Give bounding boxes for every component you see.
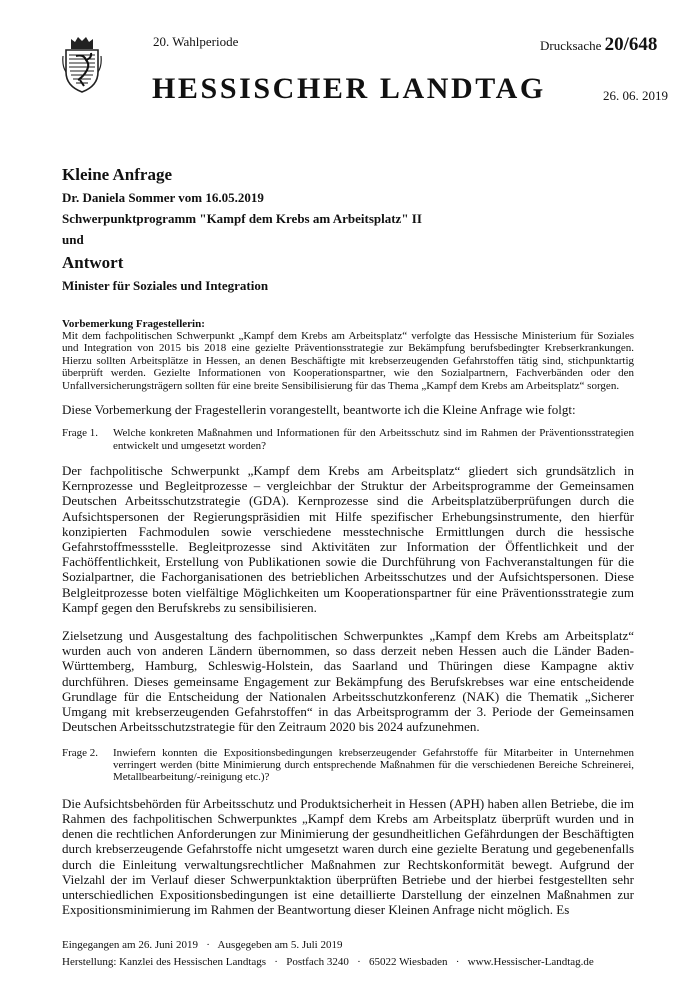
vorbemerkung-title: Vorbemerkung Fragestellerin: (62, 318, 205, 330)
drucksache-text: Drucksache (540, 38, 602, 53)
hessen-coat-of-arms-icon (62, 36, 102, 94)
answer-2-paragraph-1: Die Aufsichtsbehörden für Arbeitsschutz und Produktsicherheit in Hessen (APH) haben allen Betriebe, die im Rahmen des fachpolitischen Schwerpunktes „Kampf dem Krebs am Arbeitsplatz überprüft wurden und in denen die rechtlichen Anforderungen zur Minimierung der gesundheitlichen Gefährdungen der Beschäftigten durch krebserzeugende Gefahrstoffe nicht umgesetzt waren durch eine gezielte Beratung und gegebenenfalls durch die Einleitung verwaltungsrechtlicher Maßnahmen zur Rechtskonformität bewegt. Aufgrund der Vielzahl der im Verlauf dieser Schwerpunktaktion überprüften Betriebe und der hierbei festgestellten sehr unterschiedlichen Expositionsbedingungen ist eine detaillierte Darstellung der einzelnen Maßnahmen zur Expositionsminimierung im Rahmen der Beantwortung dieser Kleinen Anfrage nicht möglich. Es (62, 795, 634, 918)
footer (62, 937, 594, 971)
heading-antwort: Antwort (62, 253, 124, 272)
wahlperiode: 20. Wahlperiode (153, 34, 239, 49)
drucksache-number: 20/648 (604, 34, 658, 55)
heading-block (62, 165, 662, 299)
document-title: HESSISCHER LANDTAG (152, 72, 546, 105)
main-content (62, 318, 634, 917)
footer-dates: Eingegangen am 26. Juni 2019 · Ausgegeben am 5. Juli 2019 (62, 939, 343, 951)
frage-1 (62, 427, 634, 452)
frage-1-label: Frage 1. (62, 427, 99, 440)
vorbemerkung-text: Mit dem fachpolitischen Schwerpunkt „Kampf dem Krebs am Arbeitsplatz“ verfolgte das Hessische Ministerium für Soziales und Integration von 2015 bis 2018 eine gezielte Präventionsstrategie zur Bekämpfung berufsbedingter Krebserkrankungen. Hierzu sollten Arbeitsplätze in Hessen, an denen Beschäftigte mit krebserzeugenden Gefahrstoffen tätig sind, stichpunktartig überprüft werden. Gezielte Informationen von Kooperationspartner, wie den Sozialpartnern, Fachverbänden oder den Unfallversicherungsträgern sollten für eine breite Sensibilisierung für das Thema „Kampf dem Krebs am Arbeitsplatz“ sorgen. (62, 330, 634, 392)
heading-kleine-anfrage: Kleine Anfrage (62, 165, 173, 184)
intro-paragraph: Diese Vorbemerkung der Fragestellerin vorangestellt, beantworte ich die Kleine Anfrage wie folgt: (62, 402, 576, 418)
footer-herstellung: Herstellung: Kanzlei des Hessischen Landtags · Postfach 3240 · 65022 Wiesbaden · www.Hessischer-Landtag.de (62, 956, 594, 968)
heading-und: und (62, 232, 84, 247)
frage-2-text: Inwiefern konnten die Expositionsbedingungen krebserzeugender Gefahrstoffe für Mitarbeiter in Unternehmen verringert werden (bitte Minimierung durch entsprechende Maßnahmen für die verschiedenen Bereiche Schreinerei, Metallbearbeitung/-reinigung etc.)? (113, 746, 634, 784)
heading-subject: Schwerpunktprogramm "Kampf dem Krebs am Arbeitsplatz" II (62, 211, 422, 226)
document-date: 26. 06. 2019 (603, 88, 668, 103)
frage-2 (62, 747, 634, 784)
drucksache-label (540, 34, 657, 56)
frage-1-text: Welche konkreten Maßnahmen und Informationen für den Arbeitsschutz sind im Rahmen der Präventionsstrategien entwickelt und umgesetzt worden? (113, 427, 634, 452)
frage-2-label: Frage 2. (62, 746, 99, 759)
heading-minister: Minister für Soziales und Integration (62, 278, 269, 293)
answer-1-paragraph-1: Der fachpolitische Schwerpunkt „Kampf dem Krebs am Arbeitsplatz“ gliedert sich grundsätzlich in Kernprozesse und Begleitprozesse – vergleichbar der Struktur der Arbeitsprogramme der Gemeinsamen Deutschen Arbeitsschutzstrategie (GDA). Kernprozesse sind die Arbeitsplatzüberprüfungen durch die Aufsichtspersonen der Regierungspräsidien mit Hilfe spezifischer Erhebungsinstrumente, den hierfür konzipierten Fachmodulen sowie verschiedene messtechnische Ermittlungen durch die hessische Gefahrstoffmessstelle. Begleitprozesse sind Aktivitäten zur Information der Öffentlichkeit und der Fachöffentlichkeit, Erstellung von Publikationen sowie die Durchführung von Fachveranstaltungen für die Sozialpartner, die Fachorganisationen des betrieblichen Arbeitsschutzes und der Aufsichtspersonen. Diese Belgleitprozesse boten vielfältige Möglichkeiten um Kooperationspartner für eine Präventionsstrategie zum Kampf gegen den Berufskrebs zu sensibilisieren. (62, 463, 634, 615)
heading-author: Dr. Daniela Sommer vom 16.05.2019 (62, 190, 264, 205)
answer-1-paragraph-2: Zielsetzung und Ausgestaltung des fachpolitischen Schwerpunktes „Kampf dem Krebs am Arbeitsplatz“ wurden auch von anderen Ländern übernommen, so dass derzeit neben Hessen auch die Länder Baden-Württemberg, Hamburg, Schleswig-Holstein, das Saarland und Thüringen diese Kampagne aktiv durchführen. Dieses gemeinsame Engagement zur Bekämpfung des Berufskrebses war eine entscheidende Grundlage für die Entscheidung der Nationalen Arbeitsschutzkonferenz (NAK) die Thematik „Sicherer Umgang mit krebserzeugenden Gefahrstoffen“ in das Arbeitsprogramm der 3. Periode der Gemeinsamen Deutschen Arbeitsschutzstrategie für den Zeitraum 2020 bis 2024 aufzunehmen. (62, 628, 634, 735)
